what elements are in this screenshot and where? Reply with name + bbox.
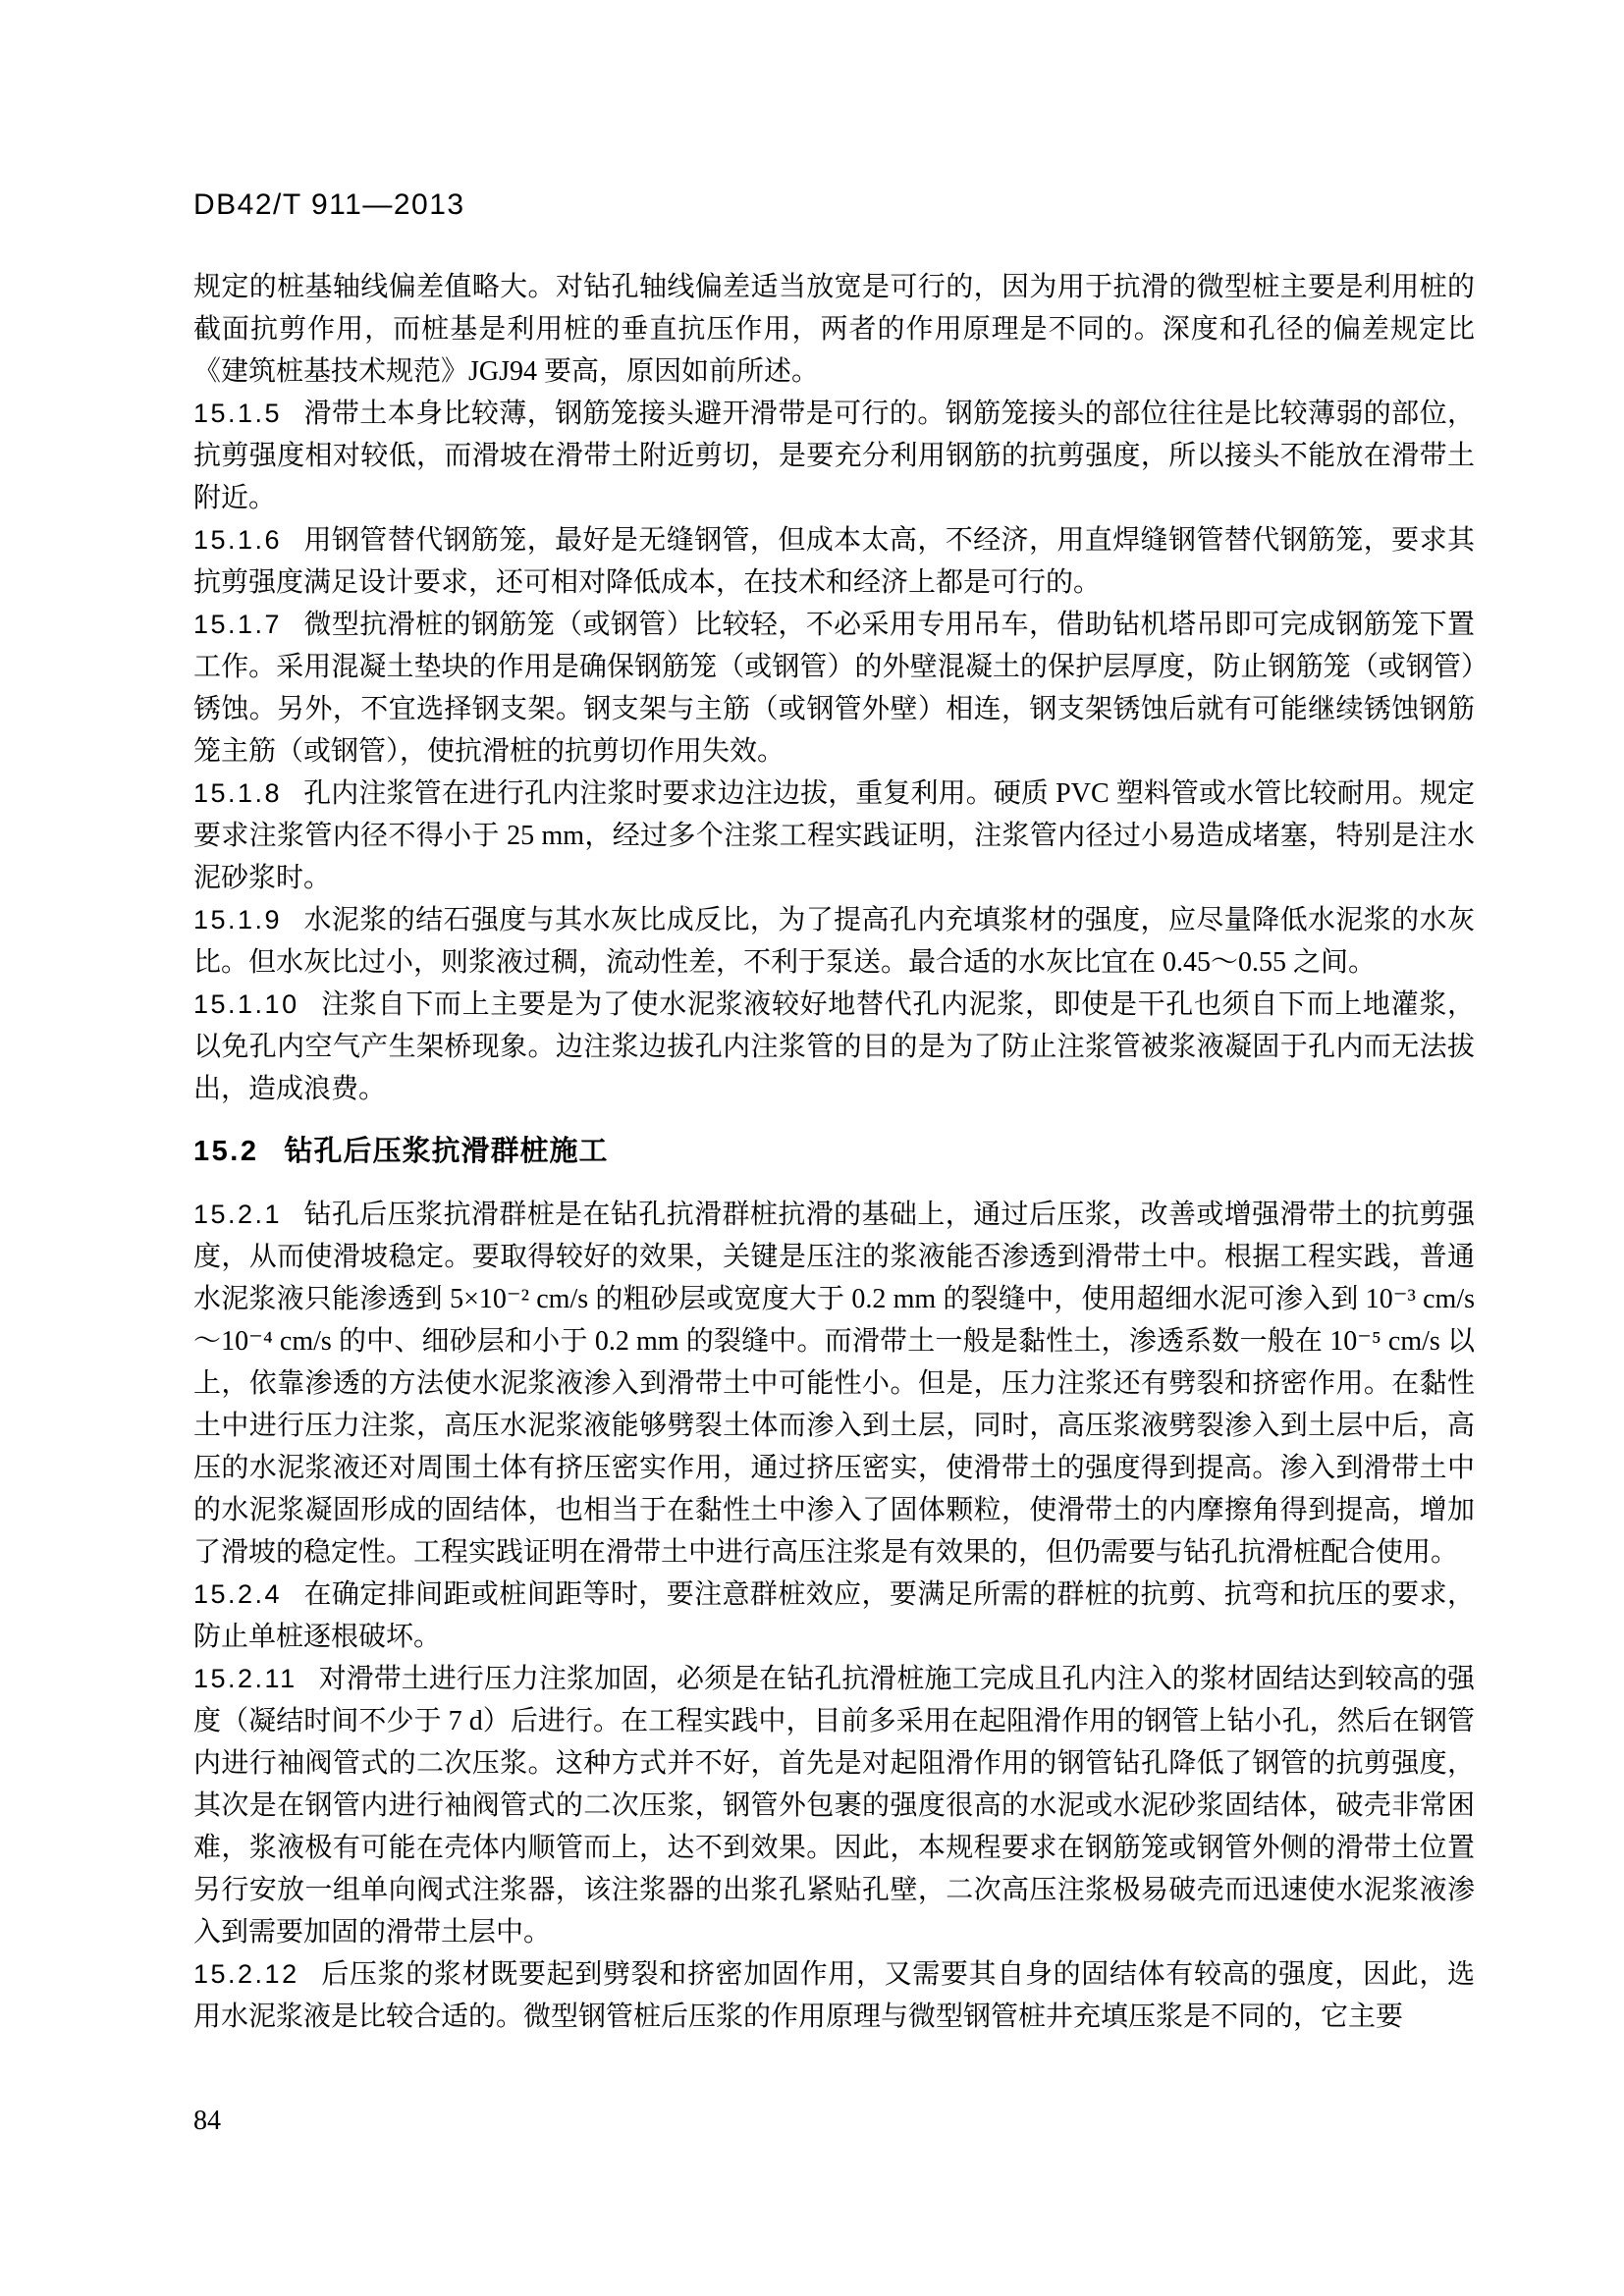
clause-number: 15.2.11	[193, 1664, 298, 1693]
clause-number: 15.1.10	[193, 989, 299, 1019]
clause-paragraph	[193, 773, 1475, 899]
clause-text: 用钢管替代钢筋笼，最好是无缝钢管，但成本太高，不经济，用直焊缝钢管替代钢筋笼，要求其抗剪强度满足设计要求，还可相对降低成本，在技术和经济上都是可行的。	[193, 525, 1475, 598]
clause-number: 15.1.5	[193, 399, 283, 428]
clause-number: 15.2.12	[193, 1959, 299, 1989]
clause-paragraph	[193, 393, 1475, 519]
clause-text: 微型抗滑桩的钢筋笼（或钢管）比较轻，不必采用专用吊车，借助钻机塔吊即可完成钢筋笼下置工作。采用混凝土垫块的作用是确保钢筋笼（或钢管）的外壁混凝土的保护层厚度，防止钢筋笼（或钢管）锈蚀。另外，不宜选择钢支架。钢支架与主筋（或钢管外壁）相连，钢支架锈蚀后就有可能继续锈蚀钢筋笼主筋（或钢管），使抗滑桩的抗剪切作用失效。	[193, 610, 1475, 767]
clause-paragraph	[193, 1574, 1475, 1658]
clause-paragraph	[193, 519, 1475, 604]
clause-number: 15.2.1	[193, 1200, 283, 1229]
clause-text: 钻孔后压浆抗滑群桩是在钻孔抗滑群桩抗滑的基础上，通过后压浆，改善或增强滑带土的抗剪强度，从而使滑坡稳定。要取得较好的效果，关键是压注的浆液能否渗透到滑带土中。根据工程实践，普通水泥浆液只能渗透到 5×10⁻² cm/s 的粗砂层或宽度大于 0.2 mm 的裂缝中，使用超细水泥可渗入到 10⁻³ cm/s～10⁻⁴ cm/s 的中、细砂层和小于 0.2 mm 的裂缝中。而滑带土一般是黏性土，渗透系数一般在 10⁻⁵ cm/s 以上，依靠渗透的方法使水泥浆液渗入到滑带土中可能性小。但是，压力注浆还有劈裂和挤密作用。在黏性土中进行压力注浆，高压水泥浆液能够劈裂土体而渗入到土层，同时，高压浆液劈裂渗入到土层中后，高压的水泥浆液还对周围土体有挤压密实作用，通过挤压密实，使滑带土的强度得到提高。渗入到滑带土中的水泥浆凝固形成的固结体，也相当于在黏性土中渗入了固体颗粒，使滑带土的内摩擦角得到提高，增加了滑坡的稳定性。工程实践证明在滑带土中进行高压注浆是有效果的，但仍需要与钻孔抗滑桩配合使用。	[193, 1200, 1475, 1568]
clause-paragraph	[193, 899, 1475, 984]
clause-text: 对滑带土进行压力注浆加固，必须是在钻孔抗滑桩施工完成且孔内注入的浆材固结达到较高的强度（凝结时间不少于 7 d）后进行。在工程实践中，目前多采用在起阻滑作用的钢管上钻小孔，然后在钢管内进行袖阀管式的二次压浆。这种方式并不好，首先是对起阻滑作用的钢管钻孔降低了钢管的抗剪强度，其次是在钢管内进行袖阀管式的二次压浆，钢管外包裹的强度很高的水泥或水泥砂浆固结体，破壳非常困难，浆液极有可能在壳体内顺管而上，达不到效果。因此，本规程要求在钢筋笼或钢管外侧的滑带土位置另行安放一组单向阀式注浆器，该注浆器的出浆孔紧贴孔壁，二次高压注浆极易破壳而迅速使水泥浆液渗入到需要加固的滑带土层中。	[193, 1664, 1475, 1948]
clause-text: 在确定排间距或桩间距等时，要注意群桩效应，要满足所需的群桩的抗剪、抗弯和抗压的要求，防止单桩逐根破坏。	[193, 1579, 1475, 1652]
document-code: DB42/T 911—2013	[193, 188, 465, 221]
clause-number: 15.1.9	[193, 905, 283, 934]
clause-paragraph	[193, 604, 1475, 773]
clause-text: 滑带土本身比较薄，钢筋笼接头避开滑带是可行的。钢筋笼接头的部位往往是比较薄弱的部位，抗剪强度相对较低，而滑坡在滑带土附近剪切，是要充分利用钢筋的抗剪强度，所以接头不能放在滑带土附近。	[193, 399, 1475, 513]
clause-paragraph	[193, 1194, 1475, 1574]
clause-paragraph	[193, 1658, 1475, 1953]
paragraph-continuation: 规定的桩基轴线偏差值略大。对钻孔轴线偏差适当放宽是可行的，因为用于抗滑的微型桩主要是利用桩的截面抗剪作用，而桩基是利用桩的垂直抗压作用，两者的作用原理是不同的。深度和孔径的偏差规定比《建筑桩基技术规范》JGJ94 要高，原因如前所述。	[193, 272, 1475, 387]
clause-number: 15.1.8	[193, 778, 283, 808]
clause-paragraph	[193, 984, 1475, 1110]
clause-text: 水泥浆的结石强度与其水灰比成反比，为了提高孔内充填浆材的强度，应尽量降低水泥浆的水灰比。但水灰比过小，则浆液过稠，流动性差，不利于泵送。最合适的水灰比宜在 0.45～0.55 之间。	[193, 905, 1475, 978]
clause-paragraph	[193, 1953, 1475, 2038]
clause-number: 15.1.6	[193, 525, 283, 555]
clause-text: 注浆自下而上主要是为了使水泥浆液较好地替代孔内泥浆，即使是干孔也须自下而上地灌浆，以免孔内空气产生架桥现象。边注浆边拔孔内注浆管的目的是为了防止注浆管被浆液凝固于孔内而无法拔出，造成浪费。	[193, 989, 1475, 1104]
section-heading	[193, 1131, 1475, 1173]
document-body	[193, 266, 1475, 2038]
section-title: 钻孔后压浆抗滑群桩施工	[284, 1136, 609, 1167]
clause-text: 孔内注浆管在进行孔内注浆时要求边注边拔，重复利用。硬质 PVC 塑料管或水管比较耐用。规定要求注浆管内径不得小于 25 mm，经过多个注浆工程实践证明，注浆管内径过小易造成堵塞，特别是注水泥砂浆时。	[193, 778, 1475, 893]
clause-number: 15.2.4	[193, 1579, 283, 1609]
clause-number: 15.1.7	[193, 610, 283, 639]
page-number: 84	[193, 2106, 221, 2136]
clause-text: 后压浆的浆材既要起到劈裂和挤密加固作用，又需要其自身的固结体有较高的强度，因此，选用水泥浆液是比较合适的。微型钢管桩后压浆的作用原理与微型钢管桩井充填压浆是不同的，它主要	[193, 1959, 1475, 2032]
section-number: 15.2	[193, 1136, 259, 1167]
